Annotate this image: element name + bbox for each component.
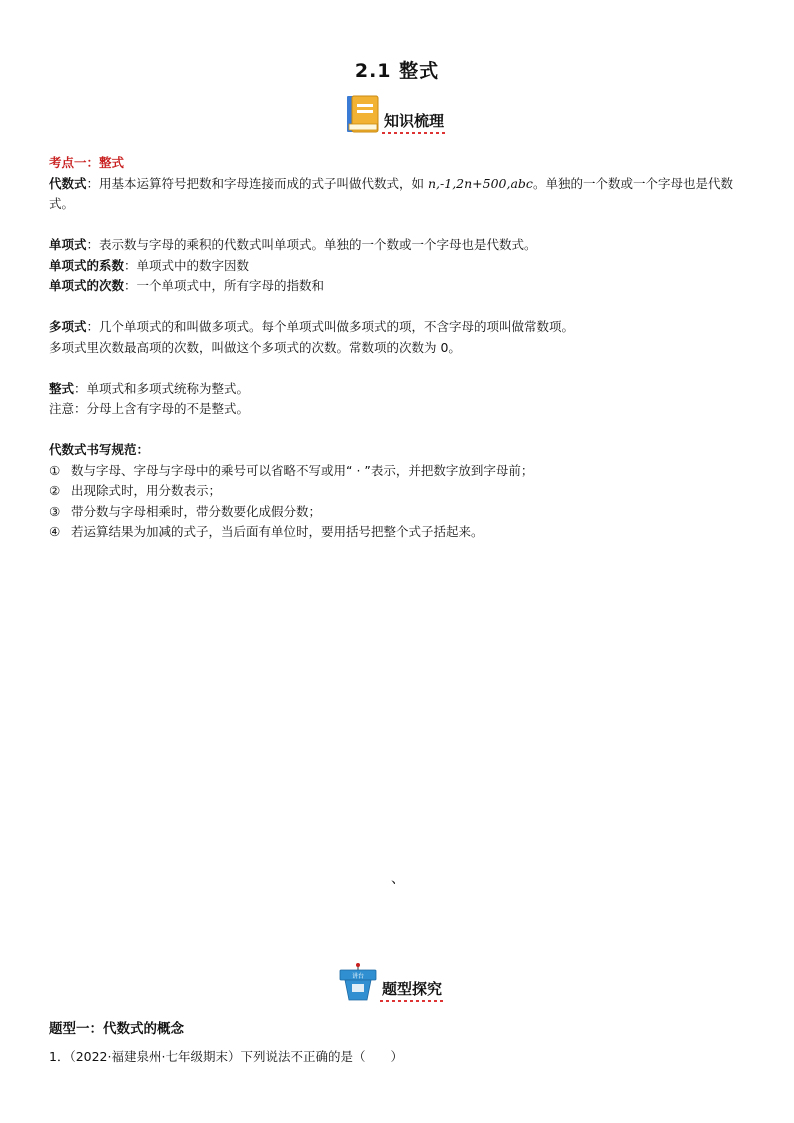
duoxiangshi-text: ：几个单项式的和叫做多项式。每个单项式叫做多项式的项，不含字母的项叫做常数项。 [86,319,575,334]
list-item-text: 出现除式时，用分数表示； [71,483,222,498]
list-item [49,481,749,502]
list-item [49,502,749,523]
duoxiangshi-paragraph [49,317,749,338]
xishu-text: ：单项式中的数字因数 [124,257,250,273]
list-item [49,522,749,543]
list-item-text: 数与字母、字母与字母中的乘号可以省略不写或用“ · ”表示，并把数字放到字母前； [71,462,534,478]
zhengshi-term: 整式 [49,380,75,396]
question-type-heading: 题型一：代数式的概念 [49,1021,184,1037]
cishu-paragraph [49,276,749,297]
list-item-text: 若运算结果为加减的式子，当后面有单位时，要用括号把整个式子括起来。 [71,524,484,539]
list-item-number: ③ [49,503,61,519]
daishushi-paragraph [49,174,749,215]
practice-banner-label: 题型探究 [380,978,444,1002]
podium-label: 讲台 [351,973,365,980]
xishu-term: 单项式的系数 [49,257,125,273]
book-icon [344,94,382,134]
duoxiangshi-term: 多项式 [49,319,87,334]
zhengshi-text: ：单项式和多项式统称为整式。 [74,380,250,396]
kaodian-heading: 考点一：整式 [49,155,125,170]
cishu-term: 单项式的次数 [49,278,125,293]
podium-icon [336,962,380,1002]
knowledge-banner-label: 知识梳理 [382,110,446,134]
list-item-number: ① [49,462,61,478]
list-item-text: 带分数与字母相乘时，带分数要化成假分数； [71,503,322,519]
danxiangshi-term: 单项式 [49,237,87,252]
knowledge-banner [344,94,446,134]
stray-mark: 、 [391,871,405,887]
daishushi-text1: ：用基本运算符号把数和字母连接而成的式子叫做代数式，如 [86,175,428,191]
list-item [49,461,749,482]
daishushi-examples: n,-1,2n+500,abc [428,175,533,191]
danxiangshi-paragraph [49,235,749,256]
zhengshi-note: 注意：分母上含有字母的不是整式。 [49,401,250,416]
daishushi-term: 代数式 [49,175,87,191]
duoxiangshi-line2: 多项式里次数最高项的次数，叫做这个多项式的次数。常数项的次数为 0。 [49,339,461,355]
cishu-text: ：一个单项式中，所有字母的指数和 [124,278,325,293]
guifan-heading: 代数式书写规范： [49,442,150,457]
content-body [49,153,749,543]
list-item-number: ② [49,483,61,498]
daishushi-text2: 。单独的一个数或一个字母也是代数式。 [49,175,733,211]
xishu-paragraph [49,256,749,277]
question-1: 1．（2022·福建泉州·七年级期末）下列说法不正确的是（ ） [49,1049,403,1064]
page-title: 2.1 整式 [354,60,440,82]
danxiangshi-text: ：表示数与字母的乘积的代数式叫单项式。单独的一个数或一个字母也是代数式。 [86,237,537,252]
zhengshi-paragraph [49,379,749,400]
list-item-number: ④ [49,524,61,539]
practice-banner [336,962,444,1002]
